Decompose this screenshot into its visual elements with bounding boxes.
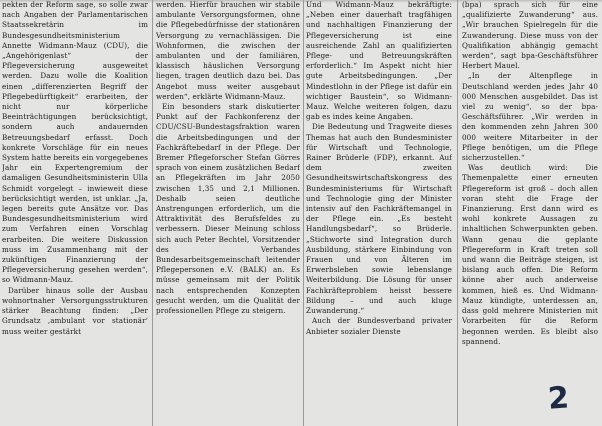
- paragraph: Die Bedeutung und Tragweite dieses Themas hat auch den Bundesminister für Wirtschaft und Technologie, Rainer Brüderle (FDP), erkannt. Auf dem zweiten Gesundheitswirtschaftskongress des Bundesministeriums für Wirtschaft und Technologie ging der Minister intensiv auf den Fachkräftemangel in der Pflege ein. „Es besteht Handlungsbedarf“, so Brüderle. „Stichworte sind Integration durch Ausbildung, stärkere Einbindung von Frauen und von Älteren im Erwerbsleben sowie lebenslange Weiterbildung. Die Lösung für unser Fachkräfteproblem heisst bessere Bildung – und auch kluge Zuwanderung.“: [306, 122, 452, 316]
- paragraph: (bpa) sprach sich für eine „qualifizierte Zuwanderung“ aus. „Wir brauchen Spielregeln für die Zuwanderung. Diese muss von der Qualifikation abhängig gemacht werden“, sagt bpa-Geschäftsführer Herbert Mauel.: [462, 0, 598, 71]
- article-column-2: [156, 0, 300, 426]
- article-column-4: [462, 0, 598, 426]
- column-rule: [152, 0, 153, 426]
- article-column-3: [306, 0, 452, 426]
- article-column-1: [2, 0, 148, 426]
- paragraph: Und Widmann-Mauz bekräftigte: „Neben einer dauerhaft tragfähigen und nachhaltigen Finanzierung der Pflegeversicherung ist eine ausreichende Zahl an qualifizierten Pflege- und Betreuungskräften erforderlich.“ Im Aspekt nicht hier gute Arbeitsbedingungen. „Der Mindestlohn in der Pflege ist dafür ein wichtiger Baustein“, so Widmann-Mauz. Welche weiteren folgen, dazu gab es indes keine Angaben.: [306, 0, 452, 122]
- column-rule: [303, 0, 304, 426]
- paragraph: „In der Altenpflege in Deutschland werden jedes Jahr 40 000 Menschen ausgebildet. Das ist viel zu wenig“, so der bpa-Geschäftsführer. „Wir werden in den kommenden zehn Jahren 300 000 weitere Mitarbeiter in der Pflege benötigen, um die Pflege sicherzustellen.“: [462, 71, 598, 163]
- paragraph: Darüber hinaus solle der Ausbau wohnortnaher Versorgungsstrukturen stärker Beachtung finden: „Der Grundsatz ‚ambulant vor stationär‘ muss weiter gestärkt: [2, 285, 148, 336]
- paragraph: Was deutlich wird: Die Themenpalette einer erneuten Pflegereform ist groß – doch allen voran steht die Frage der Finanzierung. Erst dann wird es wohl konkrete Aussagen zu inhaltlichen Schwerpunkten geben. Wann genau die geplante Pflegereform in Kraft treten soll und wann die Beiträge steigen, ist bislang auch offen. Die Reform könne aber auch anderweise kommen, hieß es. Und Widmann-Mauz kündigte, unterdessen an, dass gold mehrere Ministerien mit Vorarbeiten für die Reform begonnen werden. Es bleibt also spannend.: [462, 163, 598, 346]
- handwritten-page-number: 2: [546, 380, 571, 417]
- column-rule: [457, 0, 458, 426]
- paragraph: werden. Hierfür brauchen wir stabile ambulante Versorgungsformen, ohne die Pflegebedürfnisse der stationären Versorgung zu vernachlässigen. Die Wohnformen, die zwischen der ambulanten und der familiären, klassisch häuslichen Versorgung liegen, tragen deutlich dazu bei. Das Angebot muss weiter ausgebaut werden“, erklärte Widmann-Mauz.: [156, 0, 300, 101]
- paragraph: pekten der Reform sage, so solle zwar nach Angaben der Parlamentarischen Staatssekretärin im Bundesgesundheitsministerium Annette Widmann-Mauz (CDU), die „Angehörigenlast“ der Pflegeversicherung ausgeweitet werden. Dazu wolle die Koalition einen „differenzierten Begriff der Pflegebedürftigkeit“ erarbeiten, der nicht nur körperliche Beeinträchtigungen berücksichtigt, sondern auch andauernden Betreuungsbedarf erfasst. Doch konkrete Vorschläge für ein neues System hatte bereits ein vorgegebenes Jahr ein Expertengremium der damaligen Gesundheitsministerin Ulla Schmidt vorgelegt – inwieweit diese berücksichtigt werden, ist unklar. „Ja, legen bereits gute Ansätze vor. Das Bundesgesundheitsministerium wird zum Verfahren einen Vorschlag erarbeiten. Die weitere Diskussion muss im Zusammenhang mit der zukünftigen Finanzierung der Pflegeversicherung gesehen werden“, so Widmann-Mauz.: [2, 0, 148, 285]
- paragraph: Auch der Bundesverband privater Anbieter sozialer Dienste: [306, 316, 452, 336]
- paragraph: Ein besonders stark diskutierter Punkt auf der Fachkonferenz der CDU/CSU-Bundestagsfraktion waren die Arbeitsbedingungen und der Fachkräftebedarf in der Pflege. Der Bremer Pflegeforscher Stefan Görres sprach von einem zusätzlichen Bedarf an Pflegekräften im Jahr 2050 zwischen 1,35 und 2,1 Millionen. Deshalb seien deutliche Anstrengungen erforderlich, um die Attraktivität des Berufsfeldes zu verbessern. Dieser Meinung schloss sich auch Peter Bechtel, Vorsitzender des Verbandes Bundesarbeitsgemeinschaft leitender Pflegepersonen e.V. (BALK) an. Es müsse gemeinsam mit der Politik nach entsprechenden Konzepten gesucht werden, um die Qualität der professionellen Pflege zu steigern.: [156, 102, 300, 316]
